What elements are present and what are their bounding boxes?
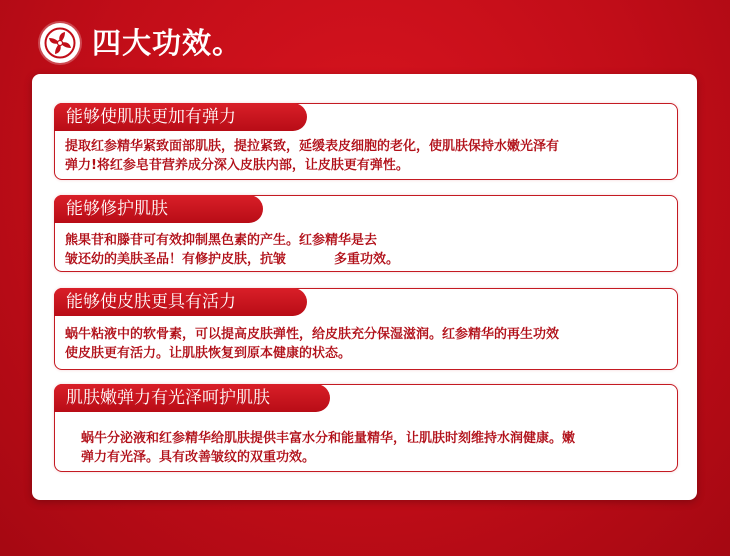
logo	[40, 23, 80, 63]
benefit-heading: 能够修护肌肤	[54, 195, 263, 223]
benefit-heading: 能够使肌肤更加有弹力	[54, 103, 307, 131]
description-line: 蜗牛粘液中的软骨素，可以提高皮肤弹性，给皮肤充分保湿滋润。红参精华的再生功效	[65, 327, 560, 342]
content-panel	[32, 74, 697, 500]
benefit-heading: 肌肤嫩弹力有光泽呵护肌肤	[54, 384, 330, 412]
benefit-heading: 能够使皮肤更具有活力	[54, 288, 307, 316]
description-fragment: 多重功效。	[334, 252, 400, 267]
benefit-description	[65, 137, 559, 175]
benefit-description	[65, 325, 559, 363]
benefit-card-repair	[54, 195, 678, 272]
benefit-description	[65, 231, 399, 269]
description-line	[65, 250, 399, 269]
description-fragment: 皱还幼的美肤圣品！有修护皮肤，抗皱	[65, 252, 287, 267]
description-line: 蜗牛分泌液和红参精华给肌肤提供丰富水分和能量精华，让肌肤时刻维持水润健康。嫩	[81, 431, 576, 446]
description-line: 弹力!将红参皂苷营养成分深入皮肤内部，让皮肤更有弹性。	[65, 158, 409, 173]
description-line: 提取红参精华紧致面部肌肤，提拉紧致，延缓表皮细胞的老化，使肌肤保持水嫩光泽有	[65, 139, 560, 154]
benefit-card-elasticity	[54, 103, 678, 180]
description-line: 使皮肤更有活力。让肌肤恢复到原本健康的状态。	[65, 346, 352, 361]
benefit-description	[81, 429, 575, 467]
description-line: 熊果苷和滕苷可有效抑制黑色素的产生。红参精华是去	[65, 233, 378, 248]
description-line: 弹力有光泽。具有改善皱纹的双重功效。	[81, 450, 316, 465]
page-title: 四大功效。	[92, 26, 243, 60]
header	[40, 20, 242, 66]
benefit-card-radiance	[54, 384, 678, 472]
flower-emblem-icon	[44, 27, 76, 59]
benefit-card-vitality	[54, 288, 678, 370]
